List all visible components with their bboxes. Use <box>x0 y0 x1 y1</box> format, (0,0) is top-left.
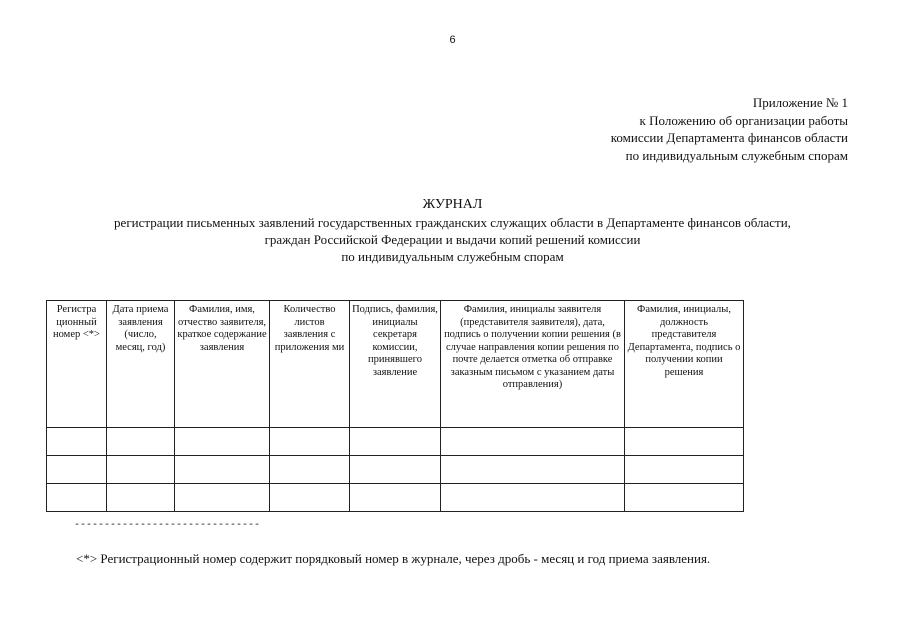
table-cell <box>350 484 441 512</box>
header-department-representative: Фамилия, инициалы, должность представителя Департамента, подпись о получении копии решения <box>625 301 744 428</box>
table-row <box>47 456 744 484</box>
table-cell <box>270 428 350 456</box>
header-applicant-receipt: Фамилия, инициалы заявителя (представителя заявителя), дата, подпись о получении копии решения (в случае направления копии решения по почте делается отметка об отправке заказным письмом с указанием даты отправления) <box>441 301 625 428</box>
table-cell <box>47 428 107 456</box>
table-cell <box>270 484 350 512</box>
journal-subtitle-1: регистрации письменных заявлений государственных гражданских служащих области в Департаменте финансов области, <box>114 215 791 230</box>
header-registration-number: Регистра ционный номер <*> <box>47 301 107 428</box>
header-receipt-date: Дата приема заявления (число, месяц, год) <box>107 301 175 428</box>
table-cell <box>47 456 107 484</box>
footnote: <*> Регистрационный номер содержит порядковый номер в журнале, через дробь - месяц и год приема заявления. <box>76 551 711 566</box>
appendix-line-3: комиссии Департамента финансов области <box>610 130 848 145</box>
table-cell <box>47 484 107 512</box>
table-cell <box>175 456 270 484</box>
appendix-line-1: Приложение № 1 <box>752 95 848 110</box>
journal-title <box>0 196 905 265</box>
appendix-header <box>611 94 848 164</box>
table-cell <box>441 456 625 484</box>
header-secretary-signature: Подпись, фамилия, инициалы секретаря комиссии, принявшего заявление <box>350 301 441 428</box>
table-cell <box>107 428 175 456</box>
table-cell <box>175 428 270 456</box>
table-cell <box>625 456 744 484</box>
table-row <box>47 484 744 512</box>
table-cell <box>350 456 441 484</box>
table-cell <box>441 428 625 456</box>
table-cell <box>270 456 350 484</box>
table-cell <box>350 428 441 456</box>
header-sheet-count: Количество листов заявления с приложения ми <box>270 301 350 428</box>
table-body <box>47 428 744 512</box>
table-cell <box>625 484 744 512</box>
table-cell <box>441 484 625 512</box>
table-row <box>47 428 744 456</box>
table-cell <box>107 456 175 484</box>
table-header-row <box>47 301 744 428</box>
page-number: 6 <box>449 34 456 46</box>
appendix-line-2: к Положению об организации работы <box>639 112 848 128</box>
journal-table <box>46 300 744 512</box>
journal-subtitle-2: граждан Российской Федерации и выдачи копий решений комиссии <box>264 232 641 247</box>
journal-heading: ЖУРНАЛ <box>422 197 483 212</box>
footnote-separator: ------------------------------- <box>74 520 261 531</box>
appendix-line-4: по индивидуальным служебным спорам <box>625 147 848 163</box>
journal-subtitle-3: по индивидуальным служебным спорам <box>341 249 564 264</box>
table-cell <box>625 428 744 456</box>
table-cell <box>107 484 175 512</box>
header-applicant-name: Фамилия, имя, отчество заявителя, краткое содержание заявления <box>175 301 270 428</box>
table-cell <box>175 484 270 512</box>
